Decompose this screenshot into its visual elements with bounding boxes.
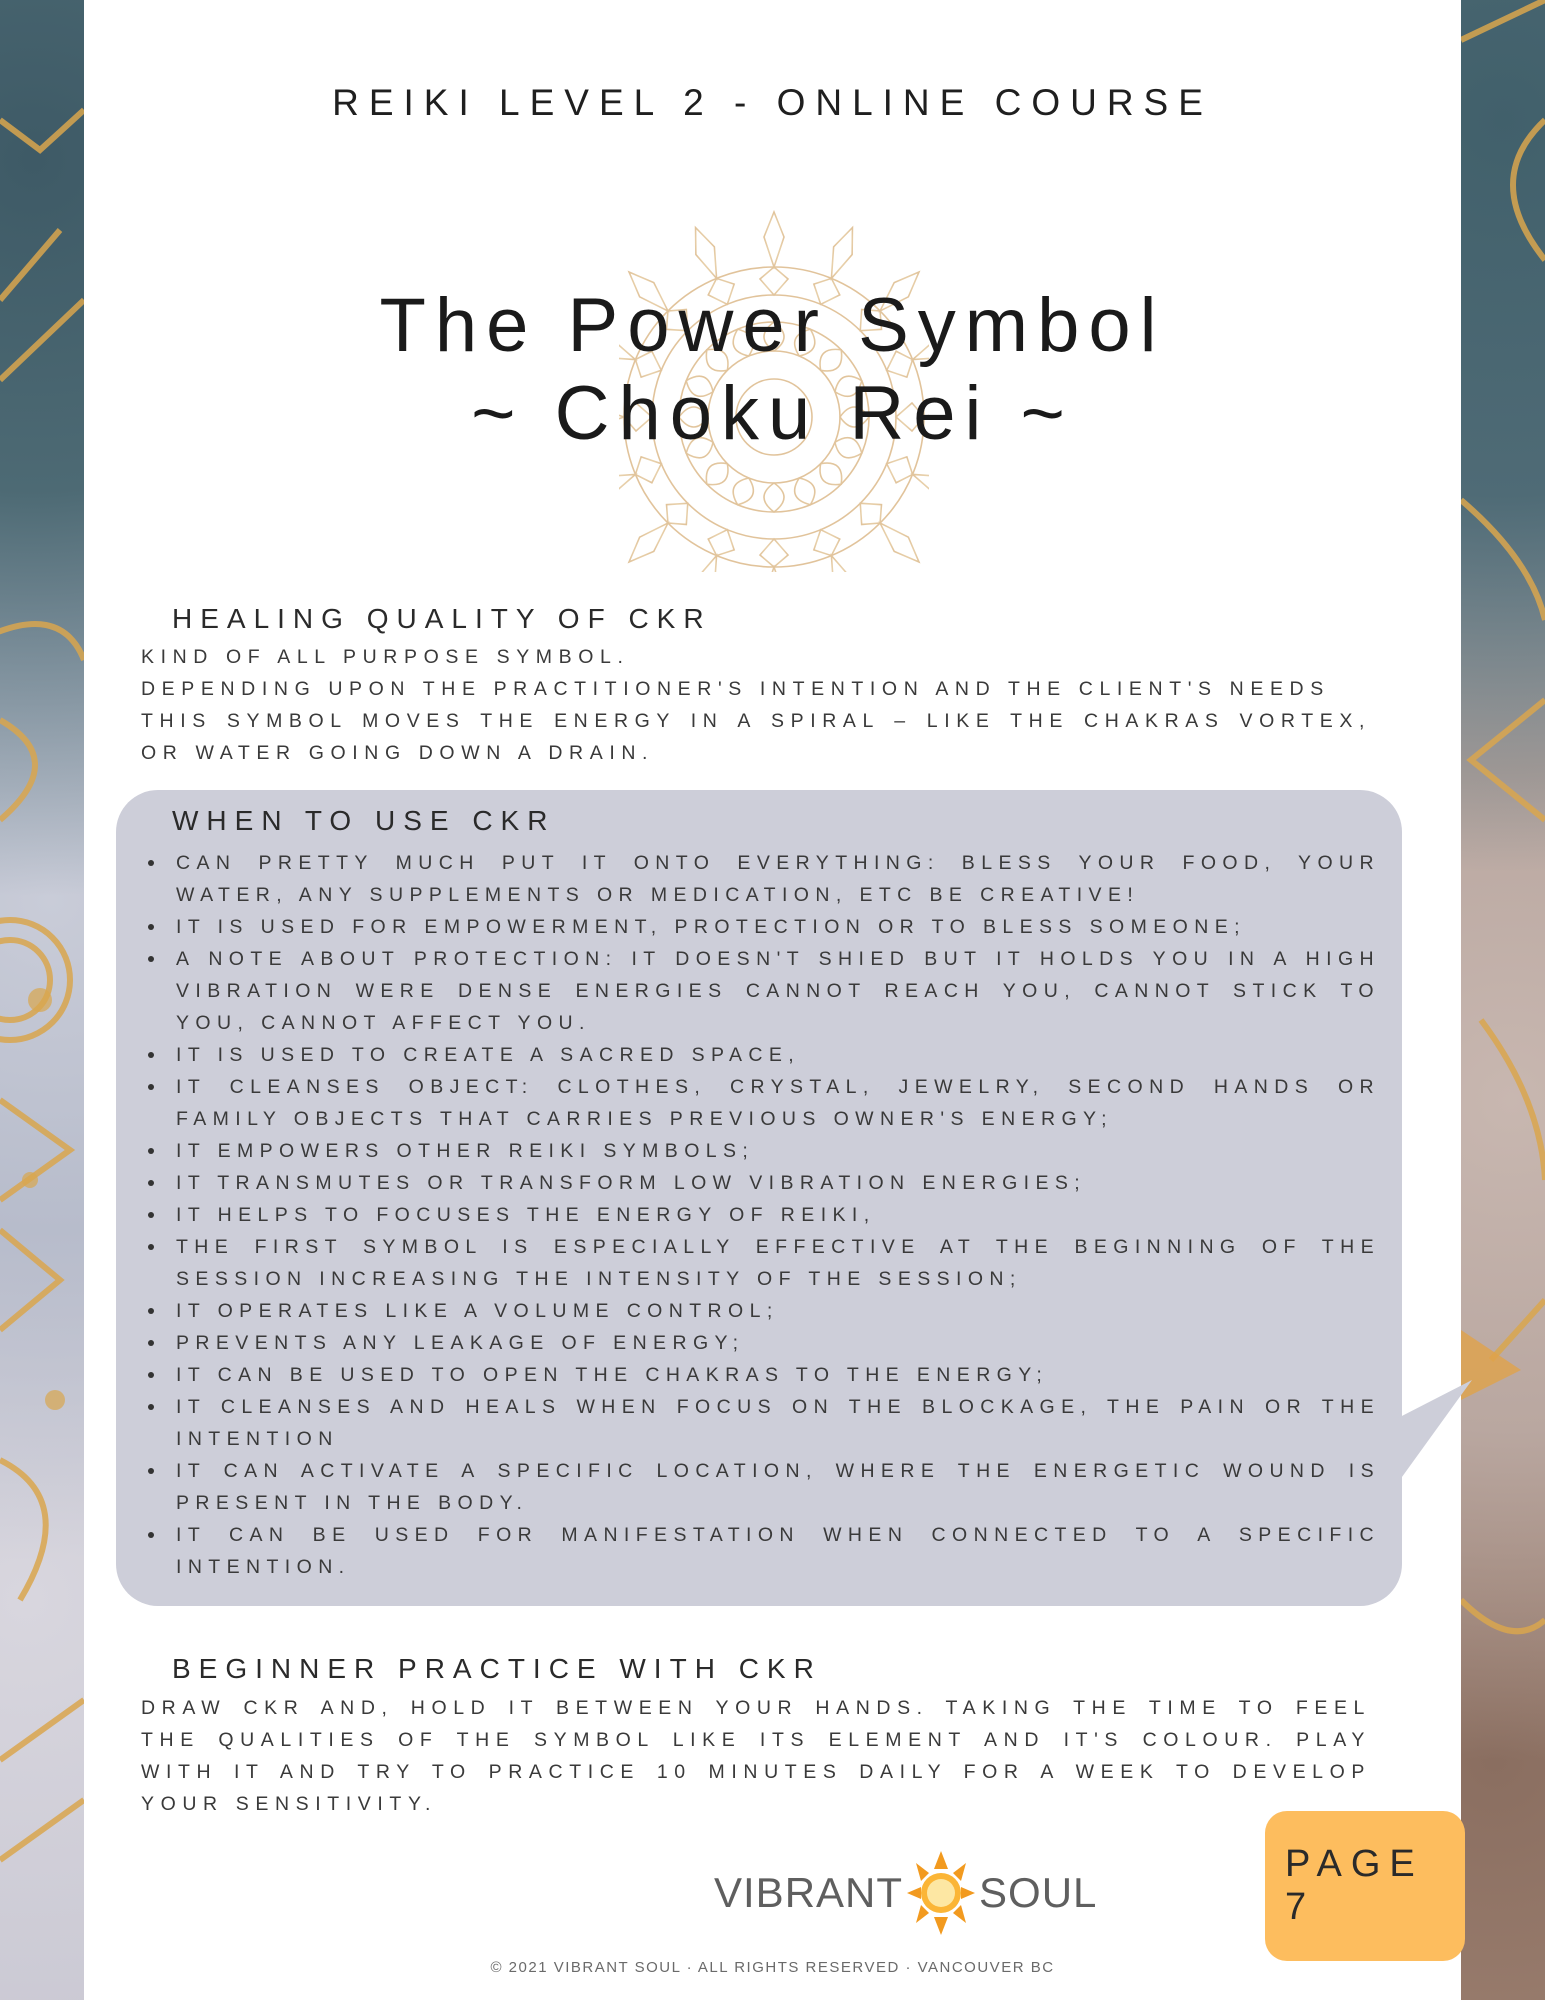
list-item: IT TRANSMUTES OR TRANSFORM LOW VIBRATION ENERGIES; [140, 1167, 1380, 1199]
list-item: IT CAN ACTIVATE A SPECIFIC LOCATION, WHERE THE ENERGETIC WOUND IS PRESENT IN THE BODY. [140, 1455, 1380, 1519]
list-item: IT IS USED FOR EMPOWERMENT, PROTECTION OR TO BLESS SOMEONE; [140, 911, 1380, 943]
right-decorative-strip [1461, 0, 1545, 2000]
page-sheet [84, 0, 1461, 2000]
when-list [140, 847, 1380, 1583]
list-item: IT CLEANSES OBJECT: CLOTHES, CRYSTAL, JEWELRY, SECOND HANDS OR FAMILY OBJECTS THAT CARRIES PREVIOUS OWNER'S ENERGY; [140, 1071, 1380, 1135]
practice-paragraph: DRAW CKR AND, HOLD IT BETWEEN YOUR HANDS. TAKING THE TIME TO FEEL THE QUALITIES OF THE SYMBOL LIKE ITS ELEMENT AND IT'S COLOUR. PLAY WITH IT AND TRY TO PRACTICE 10 MINUTES DAILY FOR A WEEK TO DEVELOP YOUR SENSITIVITY. [141, 1697, 1371, 1815]
healing-paragraph [141, 641, 1371, 769]
course-label: REIKI LEVEL 2 - ONLINE COURSE [332, 82, 1213, 123]
list-item: IT CAN BE USED TO OPEN THE CHAKRAS TO THE ENERGY; [140, 1359, 1380, 1391]
page-number-badge: PAGE 7 [1265, 1811, 1465, 1961]
list-item: IT OPERATES LIKE A VOLUME CONTROL; [140, 1295, 1380, 1327]
list-item: CAN PRETTY MUCH PUT IT ONTO EVERYTHING: BLESS YOUR FOOD, YOUR WATER, ANY SUPPLEMENTS OR MEDICATION, ETC BE CREATIVE! [140, 847, 1380, 911]
list-item: A NOTE ABOUT PROTECTION: IT DOESN'T SHIED BUT IT HOLDS YOU IN A HIGH VIBRATION WERE DENSE ENERGIES CANNOT REACH YOU, CANNOT STICK TO YOU, CANNOT AFFECT YOU. [140, 943, 1380, 1039]
when-heading: WHEN TO USE CKR [172, 805, 556, 836]
vibrant-soul-logo [714, 1848, 1097, 1938]
list-item: IT CLEANSES AND HEALS WHEN FOCUS ON THE BLOCKAGE, THE PAIN OR THE INTENTION [140, 1391, 1380, 1455]
callout-tail [1394, 1370, 1474, 1490]
healing-heading: HEALING QUALITY OF CKR [172, 603, 712, 634]
list-item: IT IS USED TO CREATE A SACRED SPACE, [140, 1039, 1380, 1071]
practice-heading: BEGINNER PRACTICE WITH CKR [172, 1653, 822, 1684]
page-subtitle: ~ Choku Rei ~ [471, 371, 1074, 456]
list-item: IT CAN BE USED FOR MANIFESTATION WHEN CONNECTED TO A SPECIFIC INTENTION. [140, 1519, 1380, 1583]
page-title: The Power Symbol [379, 283, 1166, 368]
list-item: THE FIRST SYMBOL IS ESPECIALLY EFFECTIVE AT THE BEGINNING OF THE SESSION INCREASING THE INTENSITY OF THE SESSION; [140, 1231, 1380, 1295]
right-gold-pattern [1461, 0, 1545, 2000]
healing-line: KIND OF ALL PURPOSE SYMBOL. [141, 646, 630, 668]
list-item: PREVENTS ANY LEAKAGE OF ENERGY; [140, 1327, 1380, 1359]
healing-line: THIS SYMBOL MOVES THE ENERGY IN A SPIRAL – LIKE THE CHAKRAS VORTEX, OR WATER GOING DOWN A DRAIN. [141, 710, 1371, 764]
logo-word-soul: SOUL [979, 1869, 1098, 1916]
logo-word-vibrant: VIBRANT [714, 1869, 904, 1916]
healing-line: DEPENDING UPON THE PRACTITIONER'S INTENTION AND THE CLIENT'S NEEDS [141, 678, 1330, 700]
left-decorative-strip [0, 0, 84, 2000]
copyright-footer: © 2021 VIBRANT SOUL · ALL RIGHTS RESERVED · VANCOUVER BC [490, 1959, 1055, 1976]
sun-icon [905, 1848, 977, 1938]
list-item: IT EMPOWERS OTHER REIKI SYMBOLS; [140, 1135, 1380, 1167]
left-gold-pattern [0, 0, 84, 2000]
list-item: IT HELPS TO FOCUSES THE ENERGY OF REIKI, [140, 1199, 1380, 1231]
